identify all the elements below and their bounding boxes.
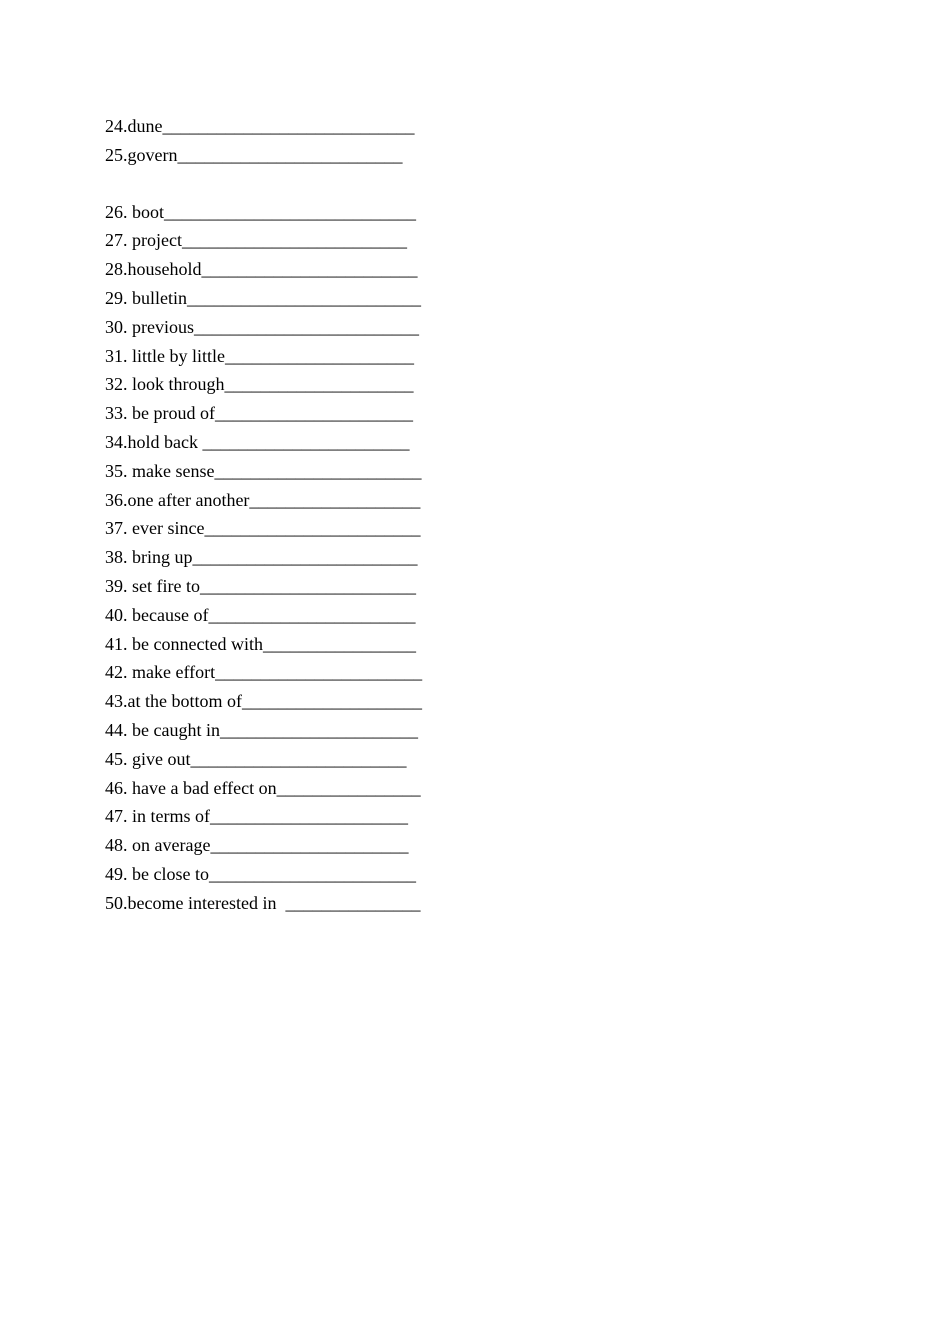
worksheet-item-45: 45. give out________________________: [105, 748, 407, 769]
worksheet-item-37: 37. ever since________________________: [105, 518, 421, 539]
worksheet-item-26: 26. boot____________________________: [105, 201, 417, 222]
worksheet-item-34: 34.hold back _______________________: [105, 431, 410, 452]
worksheet-item-38: 38. bring up_________________________: [105, 547, 418, 568]
item-group-2: [105, 198, 525, 918]
worksheet-item-50: 50.become interested in _______________: [105, 892, 421, 913]
worksheet-item-29: 29. bulletin__________________________: [105, 287, 421, 308]
worksheet-item-41: 41. be connected with_________________: [105, 633, 416, 654]
worksheet-item-43: 43.at the bottom of____________________: [105, 691, 422, 712]
worksheet-item-27: 27. project_________________________: [105, 230, 407, 251]
worksheet-item-42: 42. make effort_______________________: [105, 662, 423, 683]
worksheet-item-40: 40. because of_______________________: [105, 604, 416, 625]
worksheet-item-49: 49. be close to_______________________: [105, 863, 416, 884]
worksheet-item-32: 32. look through_____________________: [105, 374, 414, 395]
worksheet-item-24: 24.dune____________________________: [105, 116, 415, 136]
worksheet-item-31: 31. little by little_____________________: [105, 345, 414, 366]
worksheet-item-39: 39. set fire to________________________: [105, 575, 416, 596]
worksheet-item-28: 28.household________________________: [105, 259, 418, 280]
vocabulary-worksheet: [105, 112, 525, 918]
worksheet-item-25: 25.govern_________________________: [105, 144, 403, 165]
worksheet-item-48: 48. on average______________________: [105, 835, 409, 856]
worksheet-item-35: 35. make sense_______________________: [105, 460, 422, 481]
worksheet-item-36: 36.one after another___________________: [105, 489, 421, 510]
worksheet-item-47: 47. in terms of______________________: [105, 806, 408, 827]
worksheet-item-44: 44. be caught in______________________: [105, 719, 418, 740]
item-group-1: [105, 112, 525, 170]
worksheet-item-30: 30. previous_________________________: [105, 316, 419, 337]
worksheet-item-33: 33. be proud of______________________: [105, 403, 413, 424]
worksheet-item-46: 46. have a bad effect on________________: [105, 777, 421, 798]
